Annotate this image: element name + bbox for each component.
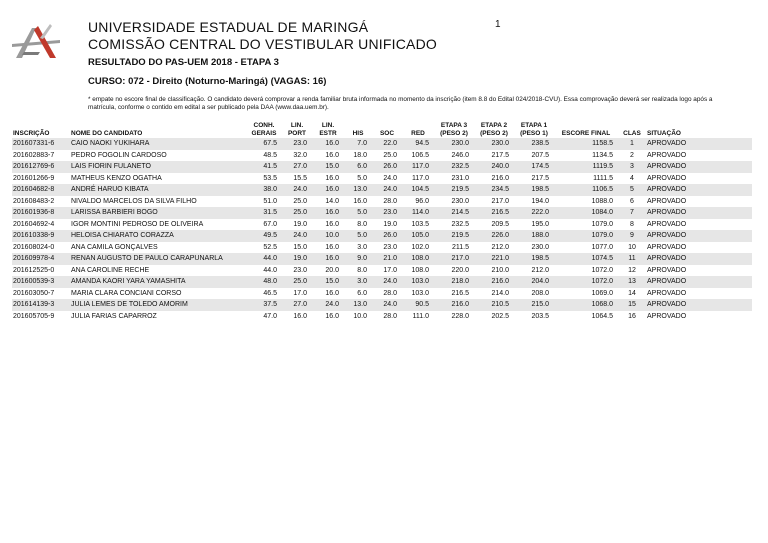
table-cell: 28.0: [383, 312, 397, 320]
table-cell: 117.0: [412, 174, 429, 182]
table-cell: 1069.0: [591, 289, 613, 297]
column-header: [618, 119, 646, 138]
page-number: 1: [495, 19, 501, 30]
table-row: [12, 219, 752, 231]
table-cell: 16.0: [353, 197, 367, 205]
table-cell: 221.0: [474, 253, 514, 265]
table-cell: 53.5: [263, 174, 277, 182]
table-row: [12, 276, 752, 288]
table-cell: 230.0: [474, 138, 514, 150]
table-cell: 47.0: [263, 312, 277, 320]
table-cell: 217.5: [531, 174, 549, 182]
column-header: [246, 119, 282, 138]
table-cell: 1074.5: [554, 253, 618, 265]
column-header: [646, 119, 752, 138]
column-header-line: INSCRIÇÃO: [13, 129, 50, 137]
table-cell: CAIO NAOKI YUKIHARA: [70, 138, 246, 150]
table-cell: 208.0: [531, 289, 549, 297]
table-cell: 94.5: [402, 138, 434, 150]
column-header-line: ETAPA 1: [520, 122, 548, 129]
table-cell: 16.0: [312, 207, 344, 219]
column-header-line: HIS: [352, 129, 364, 137]
table-cell: APROVADO: [647, 151, 687, 159]
table-cell: APROVADO: [647, 289, 687, 297]
table-cell: 67.0: [263, 220, 277, 228]
table-cell: 5.0: [344, 207, 372, 219]
table-cell: 232.5: [451, 220, 469, 228]
table-cell: 104.5: [402, 184, 434, 196]
table-cell: 201605705-9: [13, 312, 55, 320]
column-header: [514, 119, 554, 138]
column-header: [372, 119, 402, 138]
results-table: [12, 119, 752, 322]
table-cell: 5: [618, 184, 646, 196]
table-row: [12, 161, 752, 173]
table-cell: 1111.5: [593, 174, 613, 182]
table-cell: 96.0: [415, 197, 429, 205]
table-cell: 51.0: [263, 197, 277, 205]
table-cell: 44.0: [263, 266, 277, 274]
column-header-line: NOME DO CANDIDATO: [71, 129, 143, 137]
table-cell: 203.5: [531, 312, 549, 320]
table-cell: 14.0: [325, 197, 339, 205]
table-cell: 240.0: [474, 161, 514, 173]
table-cell: 211.5: [452, 243, 469, 251]
table-cell: 52.5: [263, 243, 277, 251]
table-cell: 217.0: [491, 197, 509, 205]
table-cell: 216.5: [474, 207, 514, 219]
column-header-line: RED: [411, 129, 425, 137]
table-cell: 15: [618, 299, 646, 311]
column-header: [70, 119, 246, 138]
table-cell: 19.0: [282, 253, 312, 265]
table-row: [12, 173, 752, 185]
table-cell: 216.0: [491, 174, 509, 182]
table-cell: 13: [618, 276, 646, 288]
table-row: [12, 207, 752, 219]
table-cell: 1084.0: [554, 207, 618, 219]
table-cell: 37.5: [246, 299, 282, 311]
course-title: CURSO: 072 - Direito (Noturno-Maringá) (VAGAS: 16): [88, 76, 327, 87]
table-cell: 202.5: [491, 312, 509, 320]
table-cell: APROVADO: [646, 161, 752, 173]
table-cell: 114.0: [402, 207, 434, 219]
table-cell: RENAN AUGUSTO DE PAULO CARAPUNARLA: [70, 253, 246, 265]
table-row: [12, 242, 752, 254]
table-cell: 108.0: [402, 253, 434, 265]
column-header: [474, 119, 514, 138]
table-cell: APROVADO: [647, 312, 687, 320]
table-cell: 3.0: [357, 243, 367, 251]
table-cell: 28.0: [383, 197, 397, 205]
table-cell: 8.0: [357, 220, 367, 228]
table-cell: 25.0: [383, 151, 397, 159]
table-cell: 1088.0: [591, 197, 613, 205]
column-header-line: SITUAÇÃO: [647, 129, 681, 137]
table-cell: 3: [618, 161, 646, 173]
column-header-line: LIN.: [290, 122, 304, 129]
table-cell: 27.0: [282, 161, 312, 173]
table-cell: 201604692-4: [13, 220, 55, 228]
table-cell: HELOISA CHIARATO CORAZZA: [70, 230, 246, 242]
table-cell: 15.0: [312, 276, 344, 288]
table-cell: 16: [628, 312, 636, 320]
column-header-line: ETAPA 3: [440, 122, 468, 129]
table-cell: 24.0: [383, 174, 397, 182]
table-cell: 209.5: [491, 220, 509, 228]
table-cell: 232.5: [434, 161, 474, 173]
table-cell: APROVADO: [647, 220, 687, 228]
table-cell: 67.5: [246, 138, 282, 150]
column-header-line: LIN.: [321, 122, 335, 129]
table-cell: 1072.0: [591, 266, 613, 274]
table-cell: 15.0: [293, 243, 307, 251]
table-cell: 216.0: [474, 276, 514, 288]
column-header-line: CONH.: [253, 122, 275, 129]
result-title: RESULTADO DO PAS-UEM 2018 - ETAPA 3: [88, 57, 279, 68]
table-cell: 2: [630, 151, 634, 159]
table-cell: 201609978-4: [12, 253, 70, 265]
column-header-line: ETAPA 2: [480, 122, 508, 129]
table-cell: 41.5: [246, 161, 282, 173]
table-cell: 28.0: [383, 289, 397, 297]
column-header: [344, 119, 372, 138]
table-cell: 11: [618, 253, 646, 265]
table-cell: 16.0: [312, 184, 344, 196]
table-cell: APROVADO: [647, 266, 687, 274]
table-cell: 218.0: [434, 276, 474, 288]
table-cell: 231.0: [451, 174, 469, 182]
table-cell: 1064.5: [591, 312, 613, 320]
table-cell: 230.0: [434, 138, 474, 150]
table-cell: APROVADO: [646, 184, 752, 196]
table-cell: 23.0: [293, 266, 307, 274]
table-cell: 238.5: [514, 138, 554, 150]
table-cell: 216.5: [451, 289, 469, 297]
university-name: UNIVERSIDADE ESTADUAL DE MARINGÁ: [88, 19, 369, 35]
table-cell: 117.0: [402, 161, 434, 173]
table-cell: 18.0: [353, 151, 367, 159]
table-row: [12, 265, 752, 277]
table-cell: 201601266-9: [13, 174, 55, 182]
table-cell: 24.0: [312, 299, 344, 311]
table-cell: 215.0: [514, 299, 554, 311]
table-cell: 222.0: [514, 207, 554, 219]
table-cell: 220.0: [451, 266, 469, 274]
table-cell: APROVADO: [647, 197, 687, 205]
table-cell: 24.0: [372, 184, 402, 196]
table-cell: 195.0: [531, 220, 549, 228]
table-cell: 201608024-0: [13, 243, 55, 251]
table-cell: 201608483-2: [13, 197, 55, 205]
table-cell: 13.0: [344, 299, 372, 311]
table-cell: 7: [618, 207, 646, 219]
table-cell: 217.5: [491, 151, 509, 159]
table-cell: 1158.5: [554, 138, 618, 150]
table-cell: 219.5: [434, 184, 474, 196]
table-cell: 214.0: [491, 289, 509, 297]
table-cell: APROVADO: [646, 138, 752, 150]
table-cell: 15.5: [293, 174, 307, 182]
table-cell: 10.0: [312, 230, 344, 242]
column-header-line: PORT: [287, 129, 307, 137]
table-cell: 4: [630, 174, 634, 182]
table-cell: 19.0: [383, 220, 397, 228]
column-header-line: SOC: [379, 129, 395, 137]
table-cell: 1106.5: [554, 184, 618, 196]
table-cell: 105.0: [402, 230, 434, 242]
table-cell: 207.5: [531, 151, 549, 159]
table-cell: 16.0: [325, 220, 339, 228]
table-cell: 12: [628, 266, 636, 274]
table-cell: 6.0: [357, 289, 367, 297]
table-cell: APROVADO: [646, 207, 752, 219]
table-cell: 1072.0: [554, 276, 618, 288]
table-cell: 24.0: [282, 230, 312, 242]
table-cell: 23.0: [282, 138, 312, 150]
table-cell: 103.0: [411, 289, 429, 297]
table-cell: 6.0: [344, 161, 372, 173]
commission-name: COMISSÃO CENTRAL DO VESTIBULAR UNIFICADO: [88, 36, 437, 52]
table-cell: APROVADO: [646, 276, 752, 288]
table-cell: 1134.5: [592, 151, 613, 159]
table-cell: 22.0: [372, 138, 402, 150]
table-cell: AMANDA KAORI YARA YAMASHITA: [70, 276, 246, 288]
table-cell: 16.0: [293, 312, 307, 320]
table-cell: 10: [628, 243, 636, 251]
column-header: [402, 119, 434, 138]
table-cell: 228.0: [451, 312, 469, 320]
table-cell: 32.0: [293, 151, 307, 159]
table-cell: 212.0: [531, 266, 549, 274]
table-cell: 24.0: [372, 299, 402, 311]
table-cell: 48.0: [246, 276, 282, 288]
table-row: [12, 230, 752, 242]
table-cell: 16.0: [312, 138, 344, 150]
table-cell: APROVADO: [646, 230, 752, 242]
column-header-line: (PESO 2): [480, 129, 508, 137]
table-cell: 198.5: [514, 253, 554, 265]
table-cell: 174.5: [514, 161, 554, 173]
table-cell: 201612769-6: [12, 161, 70, 173]
column-header: [12, 119, 70, 138]
table-cell: 230.0: [531, 243, 549, 251]
table-cell: 1079.0: [591, 220, 613, 228]
table-cell: 201614139-3: [12, 299, 70, 311]
table-cell: 1119.5: [554, 161, 618, 173]
table-cell: 198.5: [514, 184, 554, 196]
column-header-line: GERAIS: [251, 129, 277, 137]
table-cell: 106.5: [411, 151, 429, 159]
column-header: [434, 119, 474, 138]
table-cell: ANA CAROLINE RECHE: [71, 266, 150, 274]
table-cell: 234.5: [474, 184, 514, 196]
table-cell: APROVADO: [647, 243, 687, 251]
table-row: [12, 150, 752, 162]
table-cell: 201602883-7: [13, 151, 55, 159]
table-cell: 201604682-8: [12, 184, 70, 196]
table-cell: 204.0: [514, 276, 554, 288]
table-cell: 17.0: [293, 289, 307, 297]
column-header: [554, 119, 618, 138]
table-cell: 14: [628, 289, 636, 297]
table-cell: APROVADO: [646, 299, 752, 311]
table-cell: 194.0: [531, 197, 549, 205]
table-row: [12, 138, 752, 150]
table-cell: ANDRÉ HARUO KIBATA: [70, 184, 246, 196]
table-cell: 8: [630, 220, 634, 228]
table-cell: NIVALDO MARCELOS DA SILVA FILHO: [71, 197, 197, 205]
column-header: [282, 119, 312, 138]
table-cell: 20.0: [325, 266, 339, 274]
column-header-line: (PESO 2): [440, 129, 468, 137]
table-cell: 217.0: [434, 253, 474, 265]
table-cell: 24.0: [372, 276, 402, 288]
table-cell: 16.0: [325, 174, 339, 182]
table-cell: 201607331-6: [12, 138, 70, 150]
table-cell: LARISSA BARBIERI BOGO: [70, 207, 246, 219]
tie-note: * empate no escore final de classificação. O candidato deverá comprovar a renda familiar bruta informada no momento da inscrição (item 8.8 do Edital 024/2018-CVU). Essa comprovação deverá ser realizada logo após a matrícula, conforme o contido em edital a ser publicado pela DAA (www.daa.uem.br).: [88, 96, 713, 112]
table-cell: 210.5: [474, 299, 514, 311]
table-cell: 230.0: [451, 197, 469, 205]
column-header: [312, 119, 344, 138]
table-cell: 5.0: [344, 230, 372, 242]
table-cell: 9: [618, 230, 646, 242]
table-cell: 23.0: [383, 243, 397, 251]
table-cell: 10.0: [353, 312, 367, 320]
table-cell: 111.0: [412, 312, 429, 320]
uem-logo: [10, 18, 64, 62]
table-cell: 38.0: [246, 184, 282, 196]
table-cell: 90.5: [402, 299, 434, 311]
table-cell: MARIA CLARA CONCIANI CORSO: [71, 289, 182, 297]
table-cell: 19.0: [293, 220, 307, 228]
table-cell: 1079.0: [554, 230, 618, 242]
table-row: [12, 253, 752, 265]
table-cell: 16.0: [325, 289, 339, 297]
column-header-line: (PESO 1): [520, 129, 548, 137]
table-cell: 26.0: [372, 230, 402, 242]
table-cell: 25.0: [293, 197, 307, 205]
table-cell: IGOR MONTINI PEDROSO DE OLIVEIRA: [71, 220, 204, 228]
table-cell: 13.0: [344, 184, 372, 196]
table-cell: 201603050-7: [13, 289, 55, 297]
table-cell: APROVADO: [647, 174, 687, 182]
table-cell: 201610338-9: [12, 230, 70, 242]
column-header-line: CLAS: [623, 129, 641, 137]
table-cell: 27.0: [282, 299, 312, 311]
table-cell: 214.5: [434, 207, 474, 219]
table-cell: 103.5: [411, 220, 429, 228]
table-cell: JULIA LEMES DE TOLEDO AMORIM: [70, 299, 246, 311]
table-cell: 219.5: [434, 230, 474, 242]
table-cell: 246.0: [451, 151, 469, 159]
table-row: [12, 288, 752, 300]
table-header: [12, 119, 752, 138]
table-cell: 17.0: [383, 266, 397, 274]
table-cell: 25.0: [282, 207, 312, 219]
table-cell: 16.0: [325, 312, 339, 320]
table-cell: 23.0: [372, 207, 402, 219]
table-body: [12, 138, 752, 322]
table-cell: 212.0: [491, 243, 509, 251]
table-cell: JULIA FARIAS CAPARROZ: [71, 312, 157, 320]
table-cell: 9.0: [344, 253, 372, 265]
table-cell: 44.0: [246, 253, 282, 265]
table-cell: 1077.0: [591, 243, 613, 251]
table-cell: 188.0: [514, 230, 554, 242]
table-cell: 216.0: [434, 299, 474, 311]
table-cell: 48.5: [263, 151, 277, 159]
table-cell: 24.0: [282, 184, 312, 196]
column-header-line: ESTR: [319, 129, 337, 137]
table-cell: PEDRO FOGOLIN CARDOSO: [71, 151, 167, 159]
table-cell: 3.0: [344, 276, 372, 288]
table-cell: APROVADO: [646, 253, 752, 265]
table-row: [12, 311, 752, 323]
table-cell: 5.0: [357, 174, 367, 182]
table-cell: 49.5: [246, 230, 282, 242]
table-cell: 108.0: [411, 266, 429, 274]
table-cell: 210.0: [491, 266, 509, 274]
table-cell: 16.0: [325, 151, 339, 159]
table-cell: MATHEUS KENZO OGATHA: [71, 174, 162, 182]
table-cell: LAIS FIORIN FULANETO: [70, 161, 246, 173]
table-cell: 6: [630, 197, 634, 205]
table-cell: 8.0: [357, 266, 367, 274]
table-row: [12, 184, 752, 196]
table-cell: 1068.0: [554, 299, 618, 311]
table-cell: 201612525-0: [13, 266, 55, 274]
table-cell: 102.0: [411, 243, 429, 251]
table-cell: ANA CAMILA GONÇALVES: [71, 243, 158, 251]
table-cell: 201601936-8: [12, 207, 70, 219]
column-header-line: ESCORE FINAL: [561, 129, 611, 137]
table-cell: 226.0: [474, 230, 514, 242]
table-cell: 21.0: [372, 253, 402, 265]
table-cell: 1: [618, 138, 646, 150]
table-cell: 16.0: [312, 253, 344, 265]
table-row: [12, 196, 752, 208]
table-cell: 31.5: [246, 207, 282, 219]
table-cell: 7.0: [344, 138, 372, 150]
table-cell: 25.0: [282, 276, 312, 288]
table-row: [12, 299, 752, 311]
table-cell: 15.0: [312, 161, 344, 173]
table-cell: 46.5: [263, 289, 277, 297]
table-cell: 103.0: [402, 276, 434, 288]
table-cell: 16.0: [325, 243, 339, 251]
table-cell: 26.0: [372, 161, 402, 173]
table-cell: 201600539-3: [12, 276, 70, 288]
